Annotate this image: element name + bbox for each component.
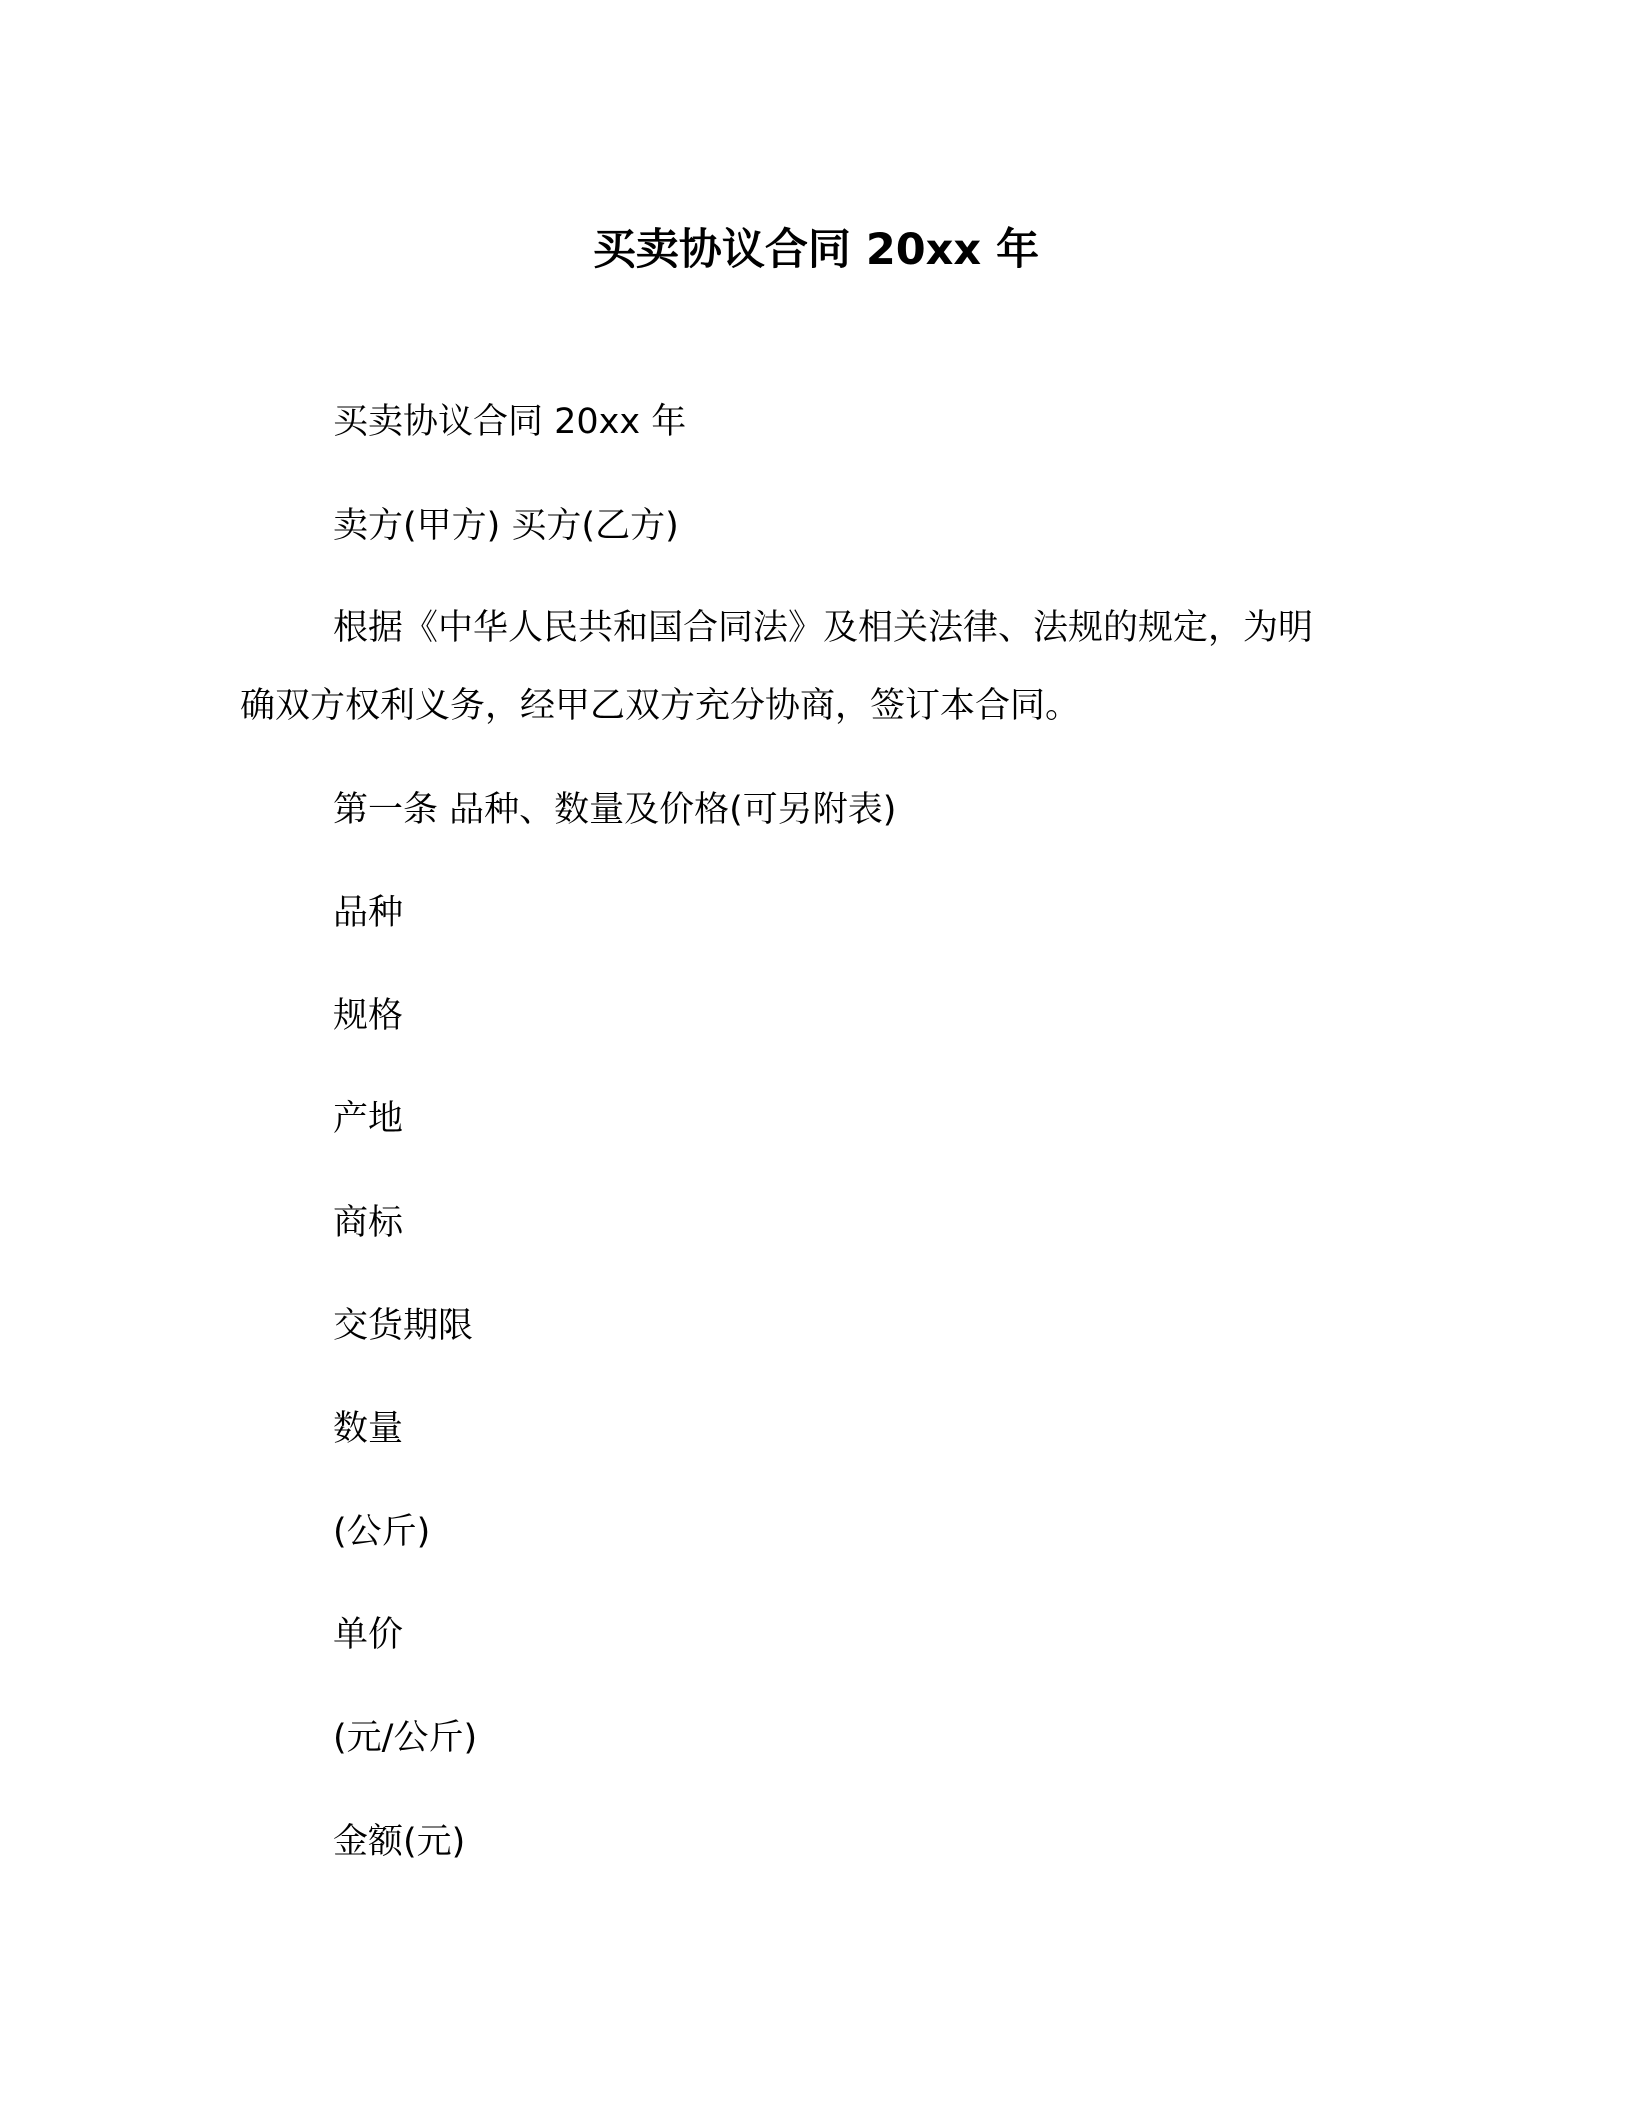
item-unit-price-unit: (元/公斤) — [333, 1718, 478, 1758]
item-variety: 品种 — [333, 893, 404, 933]
item-amount: 金额(元) — [333, 1822, 466, 1862]
item-quantity-unit: (公斤) — [333, 1512, 431, 1552]
parties-paragraph: 卖方(甲方) 买方(乙方) — [333, 506, 679, 546]
article-1-heading: 第一条 品种、数量及价格(可另附表) — [333, 790, 897, 830]
item-origin: 产地 — [333, 1099, 404, 1139]
subtitle-paragraph: 买卖协议合同 20xx 年 — [333, 402, 687, 442]
item-unit-price: 单价 — [333, 1615, 404, 1655]
item-spec: 规格 — [333, 996, 404, 1036]
document-title: 买卖协议合同 20xx 年 — [592, 225, 1040, 275]
preamble-line-1: 根据《中华人民共和国合同法》及相关法律、法规的规定，为明 — [333, 608, 1314, 648]
item-trademark: 商标 — [333, 1203, 404, 1243]
item-delivery: 交货期限 — [333, 1306, 474, 1346]
preamble-line-2: 确双方权利义务，经甲乙双方充分协商，签订本合同。 — [240, 686, 1081, 726]
item-quantity: 数量 — [333, 1409, 404, 1449]
preamble-paragraph — [240, 589, 1380, 745]
